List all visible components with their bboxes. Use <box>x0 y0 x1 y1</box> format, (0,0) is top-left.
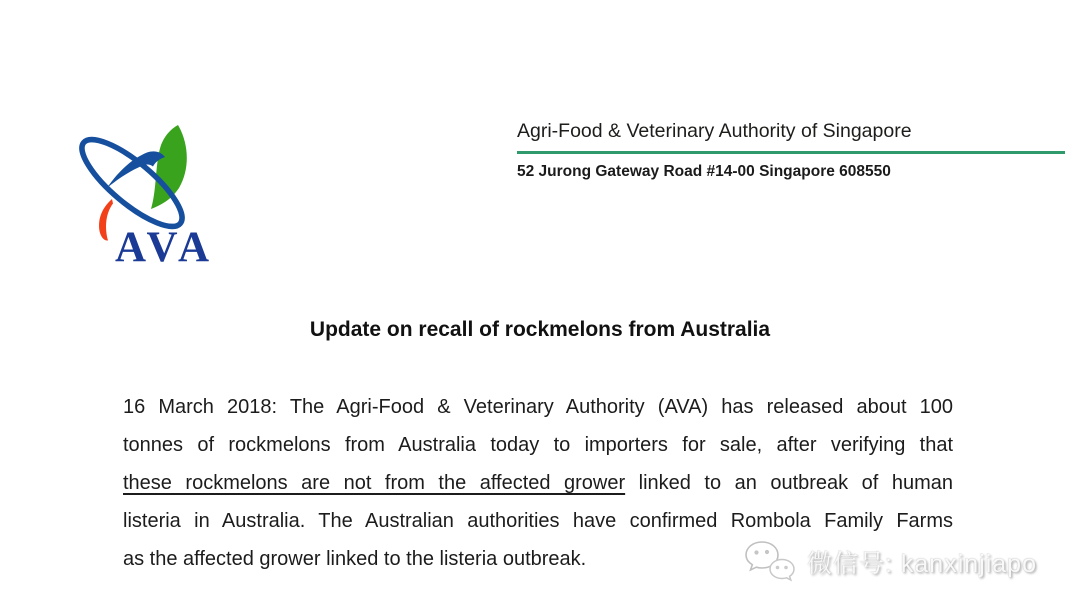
paragraph-line: as the affected grower linked to the listeria outbreak. <box>123 548 587 570</box>
org-address: 52 Jurong Gateway Road #14-00 Singapore 608550 <box>517 163 891 180</box>
paragraph-line: tonnes of rockmelons from Australia today to importers for sale, after verifying that <box>123 434 953 456</box>
watermark-text: 微信号: kanxinjiapo <box>807 550 1037 578</box>
logo-leaf-green <box>151 125 187 209</box>
header-rule <box>517 151 1065 154</box>
paragraph-line: listeria in Australia. The Australian authorities have confirmed Rombola Family Farms <box>123 510 953 532</box>
letterhead <box>517 120 1065 181</box>
ava-logo <box>60 95 250 285</box>
paragraph-line <box>123 464 953 502</box>
watermark <box>742 538 1037 586</box>
org-name: Agri-Food & Veterinary Authority of Singapore <box>517 120 912 142</box>
ava-logo-graphic <box>60 95 250 285</box>
logo-text: AVA <box>115 224 216 271</box>
paragraph-line: 16 March 2018: The Agri-Food & Veterinary Authority (AVA) has released about 100 <box>123 396 953 418</box>
wechat-icon <box>742 538 800 586</box>
document-title: Update on recall of rockmelons from Australia <box>309 318 771 341</box>
paragraph-line3-underlined: these rockmelons are not from the affected grower <box>123 472 626 494</box>
paragraph-line3-rest: linked to an outbreak of human <box>625 472 953 494</box>
logo-crescent-red <box>99 199 113 241</box>
